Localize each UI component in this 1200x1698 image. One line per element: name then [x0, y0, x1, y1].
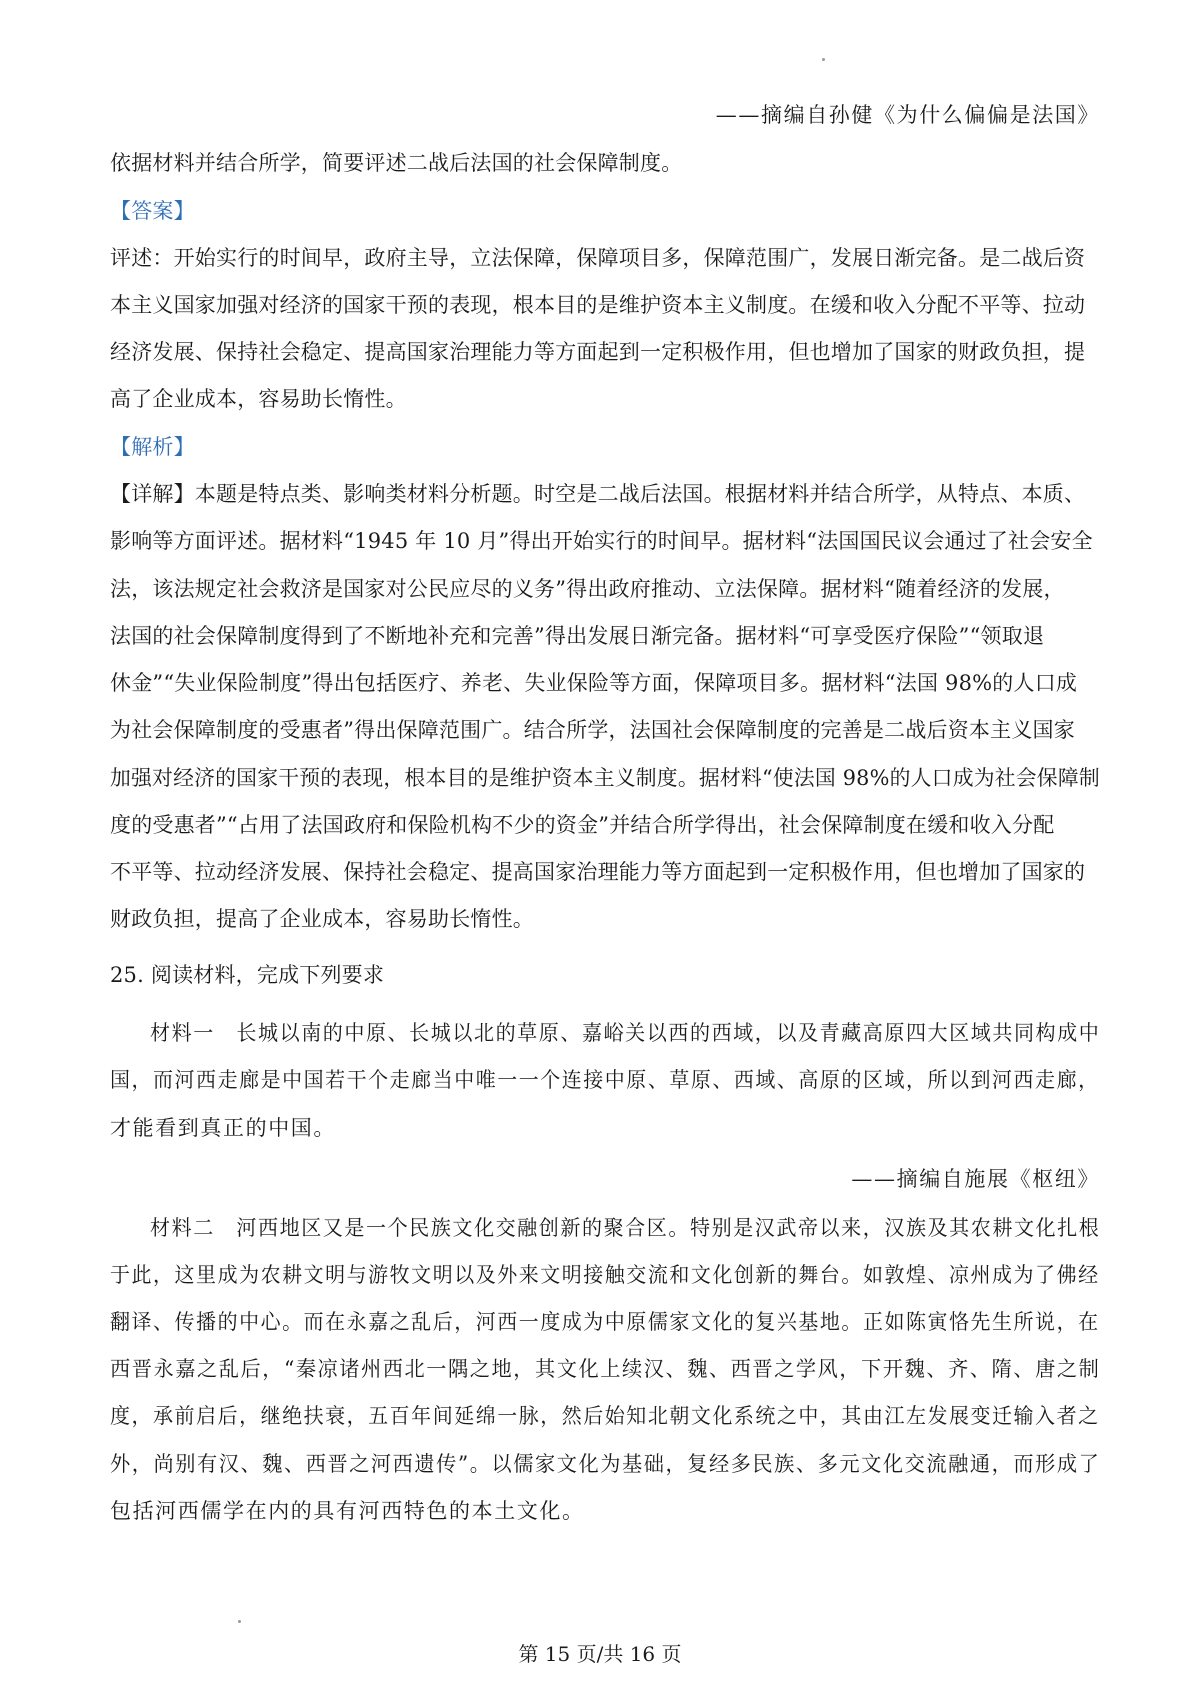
- answer-line: 本主义国家加强对经济的国家干预的表现，根本目的是维护资本主义制度。在缓和收入分配不平等、拉动: [110, 293, 1086, 317]
- question-24-prompt: 依据材料并结合所学，简要评述二战后法国的社会保障制度。: [110, 151, 683, 175]
- analysis-line: 为社会保障制度的受惠者”得出保障范围广。结合所学，法国社会保障制度的完善是二战后资本主义国家: [110, 718, 1075, 742]
- material-2-line: 度，承前启后，继绝扶衰，五百年间延绵一脉，然后始知北朝文化系统之中，其由江左发展变迁输入者之: [110, 1404, 1100, 1428]
- material-1-line: 材料一 长城以南的中原、长城以北的草原、嘉峪关以西的西域，以及青藏高原四大区域共同构成中: [150, 1021, 1101, 1045]
- analysis-line: 【详解】本题是特点类、影响类材料分析题。时空是二战后法国。根据材料并结合所学，从特点、本质、: [110, 482, 1086, 506]
- answer-line: 经济发展、保持社会稳定、提高国家治理能力等方面起到一定积极作用，但也增加了国家的财政负担，提: [110, 340, 1086, 364]
- analysis-line: 不平等、拉动经济发展、保持社会稳定、提高国家治理能力等方面起到一定积极作用，但也增加了国家的: [110, 860, 1086, 884]
- analysis-line: 度的受惠者”“占用了法国政府和保险机构不少的资金”并结合所学得出，社会保障制度在缓和收入分配: [110, 813, 1055, 837]
- material-2-line: 外，尚别有汉、魏、西晋之河西遗传”。以儒家文化为基础，复经多民族、多元文化交流融通，而形成了: [110, 1452, 1101, 1476]
- material-2-line: 西晋永嘉之乱后，“秦凉诸州西北一隅之地，其文化上续汉、魏、西晋之学风，下开魏、齐、隋、唐之制: [110, 1357, 1101, 1381]
- question-25-heading: 25. 阅读材料，完成下列要求: [110, 963, 385, 987]
- material-2-line: 于此，这里成为农耕文明与游牧文明以及外来文明接触交流和文化创新的舞台。如敦煌、凉州成为了佛经: [110, 1263, 1100, 1287]
- answer-line: 高了企业成本，容易助长惰性。: [110, 387, 407, 411]
- analysis-line: 法，该法规定社会救济是国家对公民应尽的义务”得出政府推动、立法保障。据材料“随着经济的发展，: [110, 577, 1065, 601]
- source-citation: ——摘编自孙健《为什么偏偏是法国》: [715, 103, 1100, 127]
- scan-speck: [238, 1620, 241, 1623]
- source-citation: ——摘编自施展《枢纽》: [851, 1167, 1100, 1191]
- analysis-line: 财政负担，提高了企业成本，容易助长惰性。: [110, 907, 534, 931]
- analysis-line: 加强对经济的国家干预的表现，根本目的是维护资本主义制度。据材料“使法国 98%的人口成为社会保障制: [110, 766, 1100, 790]
- analysis-line: 法国的社会保障制度得到了不断地补充和完善”得出发展日渐完备。据材料“可享受医疗保险”“领取退: [110, 624, 1045, 648]
- scan-speck: [822, 58, 825, 61]
- analysis-label: 【解析】: [110, 435, 195, 459]
- page-number: 第 15 页/共 16 页: [518, 1642, 682, 1666]
- answer-line: 评述：开始实行的时间早，政府主导，立法保障，保障项目多，保障范围广，发展日渐完备。是二战后资: [110, 246, 1086, 270]
- analysis-line: 休金”“失业保险制度”得出包括医疗、养老、失业保险等方面，保障项目多。据材料“法国 98%的人口成: [110, 671, 1078, 695]
- answer-label: 【答案】: [110, 199, 195, 223]
- material-1-line: 国，而河西走廊是中国若干个走廊当中唯一一个连接中原、草原、西域、高原的区域，所以到河西走廊，: [110, 1068, 1100, 1092]
- material-2-line: 翻译、传播的中心。而在永嘉之乱后，河西一度成为中原儒家文化的复兴基地。正如陈寅恪先生所说，在: [110, 1310, 1100, 1334]
- material-2-line: 材料二 河西地区又是一个民族文化交融创新的聚合区。特别是汉武帝以来，汉族及其农耕文化扎根: [150, 1216, 1101, 1240]
- material-1-line: 才能看到真正的中国。: [110, 1116, 336, 1140]
- material-2-line: 包括河西儒学在内的具有河西特色的本土文化。: [110, 1499, 585, 1523]
- analysis-line: 影响等方面评述。据材料“1945 年 10 月”得出开始实行的时间早。据材料“法国国民议会通过了社会安全: [110, 529, 1093, 553]
